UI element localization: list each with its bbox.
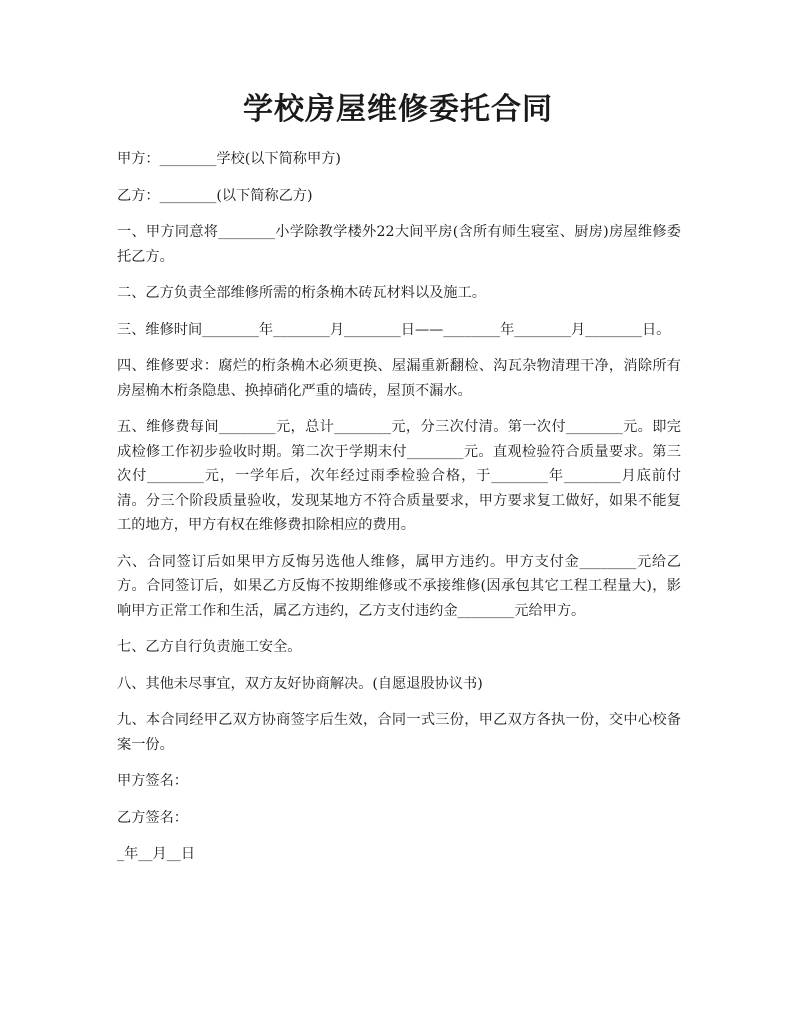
- document-title: 学校房屋维修委托合同: [243, 92, 553, 127]
- clause-4: 四、维修要求：腐烂的桁条桷木必须更换、屋漏重新翻检、沟瓦杂物清理干净，消除所有房屋桷木桁条隐患、换掉硝化严重的墙砖，屋顶不漏水。: [117, 358, 681, 399]
- clause-2: 二、乙方负责全部维修所需的桁条桷木砖瓦材料以及施工。: [117, 285, 486, 301]
- party-b-line: 乙方：________(以下简称乙方): [117, 187, 313, 204]
- clause-3: 三、维修时间________年________月________日——________年________月________日。: [117, 321, 671, 338]
- party-a-signature: 甲方签名：: [117, 773, 188, 789]
- clause-1: 一、甲方同意将________小学除教学楼外22大间平房(含所有师生寝室、厨房)房屋维修委托乙方。: [117, 224, 681, 265]
- clause-7: 七、乙方自行负责施工安全。: [117, 639, 302, 655]
- clause-6: 六、合同签订后如果甲方反悔另选他人维修，属甲方违约。甲方支付金________元给乙方。合同签订后，如果乙方反悔不按期维修或不承接维修(因承包其它工程工程量大)，影响甲方正常工作和生活，属乙方违约，乙方支付违约金________元给甲方。: [117, 553, 681, 619]
- clause-8: 八、其他未尽事宜，双方友好协商解决。(自愿退股协议书): [117, 675, 483, 692]
- party-b-signature: 乙方签名：: [117, 809, 188, 826]
- party-a-line: 甲方：________学校(以下简称甲方): [117, 151, 341, 167]
- signing-date: _年__月__日: [117, 846, 196, 862]
- clause-5: 五、维修费每间________元，总计________元，分三次付清。第一次付________元。即完成检修工作初步验收时期。第二次于学期末付________元。直观检验符合质量要求。第三次付________元，一学年后，次年经过雨季检验合格，于________年________月底前付清。分三个阶段质量验收，发现某地方不符合质量要求，甲方要求复工做好，如果不能复工的地方，甲方有权在维修费扣除相应的费用。: [117, 419, 681, 533]
- clause-9: 九、本合同经甲乙双方协商签字后生效，合同一式三份，甲乙双方各执一份，交中心校备案一份。: [117, 712, 681, 753]
- document-body: [117, 147, 681, 879]
